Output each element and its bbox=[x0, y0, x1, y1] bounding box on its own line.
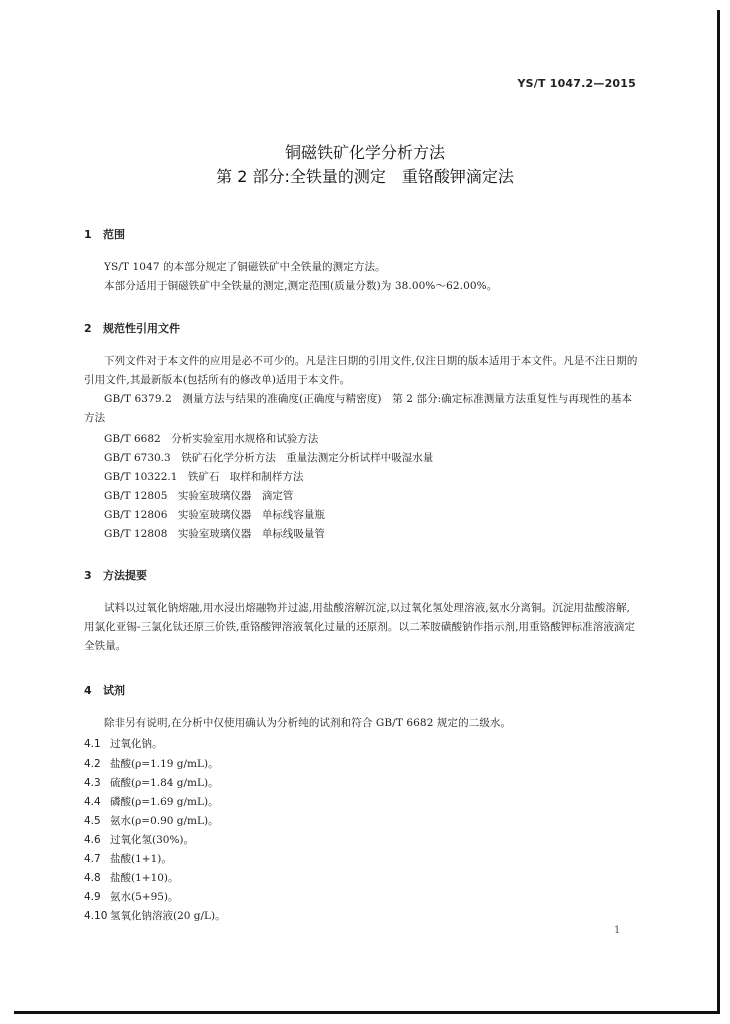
section-title: 规范性引用文件 bbox=[103, 322, 180, 335]
section-2-heading bbox=[84, 320, 180, 336]
reagent-number: 4.7 bbox=[84, 853, 101, 865]
method-summary: 试料以过氧化钠熔融,用水浸出熔融物并过滤,用盐酸溶解沉淀,以过氧化氢处理溶液,氨水分离铜。沉淀用盐酸溶解,用氯化亚锡-三氯化钛还原三价铁,重铬酸钾溶液氧化过量的还原剂。以二苯胺磺酸钠作指示剂,用重铬酸钾标准溶液滴定全铁量。 bbox=[84, 602, 636, 652]
section-number: 1 bbox=[84, 228, 92, 241]
reagent-number: 4.8 bbox=[84, 872, 101, 884]
reagents-intro: 除非另有说明,在分析中仅使用确认为分析纯的试剂和符合 GB/T 6682 规定的二级水。 bbox=[104, 717, 512, 729]
reference-item: GB/T 12805 实验室玻璃仪器 滴定管 bbox=[104, 490, 294, 502]
reagent-text: 氨水(ρ=0.90 g/mL)。 bbox=[110, 815, 219, 827]
reagent-number: 4.1 bbox=[84, 738, 101, 750]
reference-item: GB/T 12808 实验室玻璃仪器 单标线吸量管 bbox=[104, 528, 325, 540]
reagent-text: 过氧化钠。 bbox=[110, 738, 163, 750]
reagent-number: 4.9 bbox=[84, 891, 101, 903]
reagent-item bbox=[84, 794, 219, 809]
reagent-number: 4.3 bbox=[84, 777, 101, 789]
section-4-heading bbox=[84, 682, 125, 698]
section-title: 方法提要 bbox=[103, 569, 147, 582]
reagent-item bbox=[84, 832, 194, 847]
reagent-text: 硫酸(ρ=1.84 g/mL)。 bbox=[110, 777, 219, 789]
reference-item: GB/T 6682 分析实验室用水规格和试验方法 bbox=[104, 433, 319, 445]
reagent-number: 4.5 bbox=[84, 815, 101, 827]
reagent-text: 氨水(5+95)。 bbox=[110, 891, 179, 903]
document-subtitle: 第 2 部分:全铁量的测定 重铬酸钾滴定法 bbox=[216, 167, 514, 186]
reagent-text: 磷酸(ρ=1.69 g/mL)。 bbox=[110, 796, 219, 808]
scope-paragraph-2: 本部分适用于铜磁铁矿中全铁量的测定,测定范围(质量分数)为 38.00%～62.00%。 bbox=[104, 280, 498, 292]
reagent-number: 4.2 bbox=[84, 758, 101, 770]
reagent-text: 盐酸(ρ=1.19 g/mL)。 bbox=[110, 758, 219, 770]
reference-item: GB/T 12806 实验室玻璃仪器 单标线容量瓶 bbox=[104, 509, 325, 521]
scope-paragraph-1: YS/T 1047 的本部分规定了铜磁铁矿中全铁量的测定方法。 bbox=[104, 261, 386, 273]
reagent-number: 4.10 bbox=[84, 910, 108, 922]
reagent-item bbox=[84, 736, 163, 751]
section-1-heading bbox=[84, 226, 125, 242]
section-number: 2 bbox=[84, 322, 92, 335]
section-title: 试剂 bbox=[103, 684, 125, 697]
reagent-item bbox=[84, 813, 219, 828]
reagent-item bbox=[84, 870, 179, 885]
section-3-heading bbox=[84, 567, 147, 583]
reagent-text: 盐酸(1+1)。 bbox=[110, 853, 172, 865]
reagent-item bbox=[84, 908, 226, 923]
reagent-number: 4.6 bbox=[84, 834, 101, 846]
reference-item: GB/T 10322.1 铁矿石 取样和制样方法 bbox=[104, 471, 304, 483]
reagent-text: 盐酸(1+10)。 bbox=[110, 872, 179, 884]
document-title: 铜磁铁矿化学分析方法 bbox=[284, 143, 445, 162]
reagent-item bbox=[84, 756, 219, 771]
reference-item: GB/T 6379.2 测量方法与结果的准确度(正确度与精密度) 第 2 部分:确定标准测量方法重复性与再现性的基本方法 bbox=[84, 393, 633, 424]
reagent-item bbox=[84, 775, 219, 790]
reagent-number: 4.4 bbox=[84, 796, 101, 808]
normative-intro: 下列文件对于本文件的应用是必不可少的。凡是注日期的引用文件,仅注日期的版本适用于本文件。凡是不注日期的引用文件,其最新版本(包括所有的修改单)适用于本文件。 bbox=[84, 355, 638, 386]
section-title: 范围 bbox=[103, 228, 125, 241]
reagent-text: 氢氧化钠溶液(20 g/L)。 bbox=[110, 910, 226, 922]
reagent-text: 过氧化氢(30%)。 bbox=[110, 834, 195, 846]
section-number: 3 bbox=[84, 569, 92, 582]
reagent-item bbox=[84, 851, 172, 866]
page-number: 1 bbox=[614, 925, 621, 936]
reagent-item bbox=[84, 889, 179, 904]
section-number: 4 bbox=[84, 684, 92, 697]
reference-item: GB/T 6730.3 铁矿石化学分析方法 重量法测定分析试样中吸湿水量 bbox=[104, 452, 434, 464]
standard-number: YS/T 1047.2—2015 bbox=[517, 77, 636, 90]
